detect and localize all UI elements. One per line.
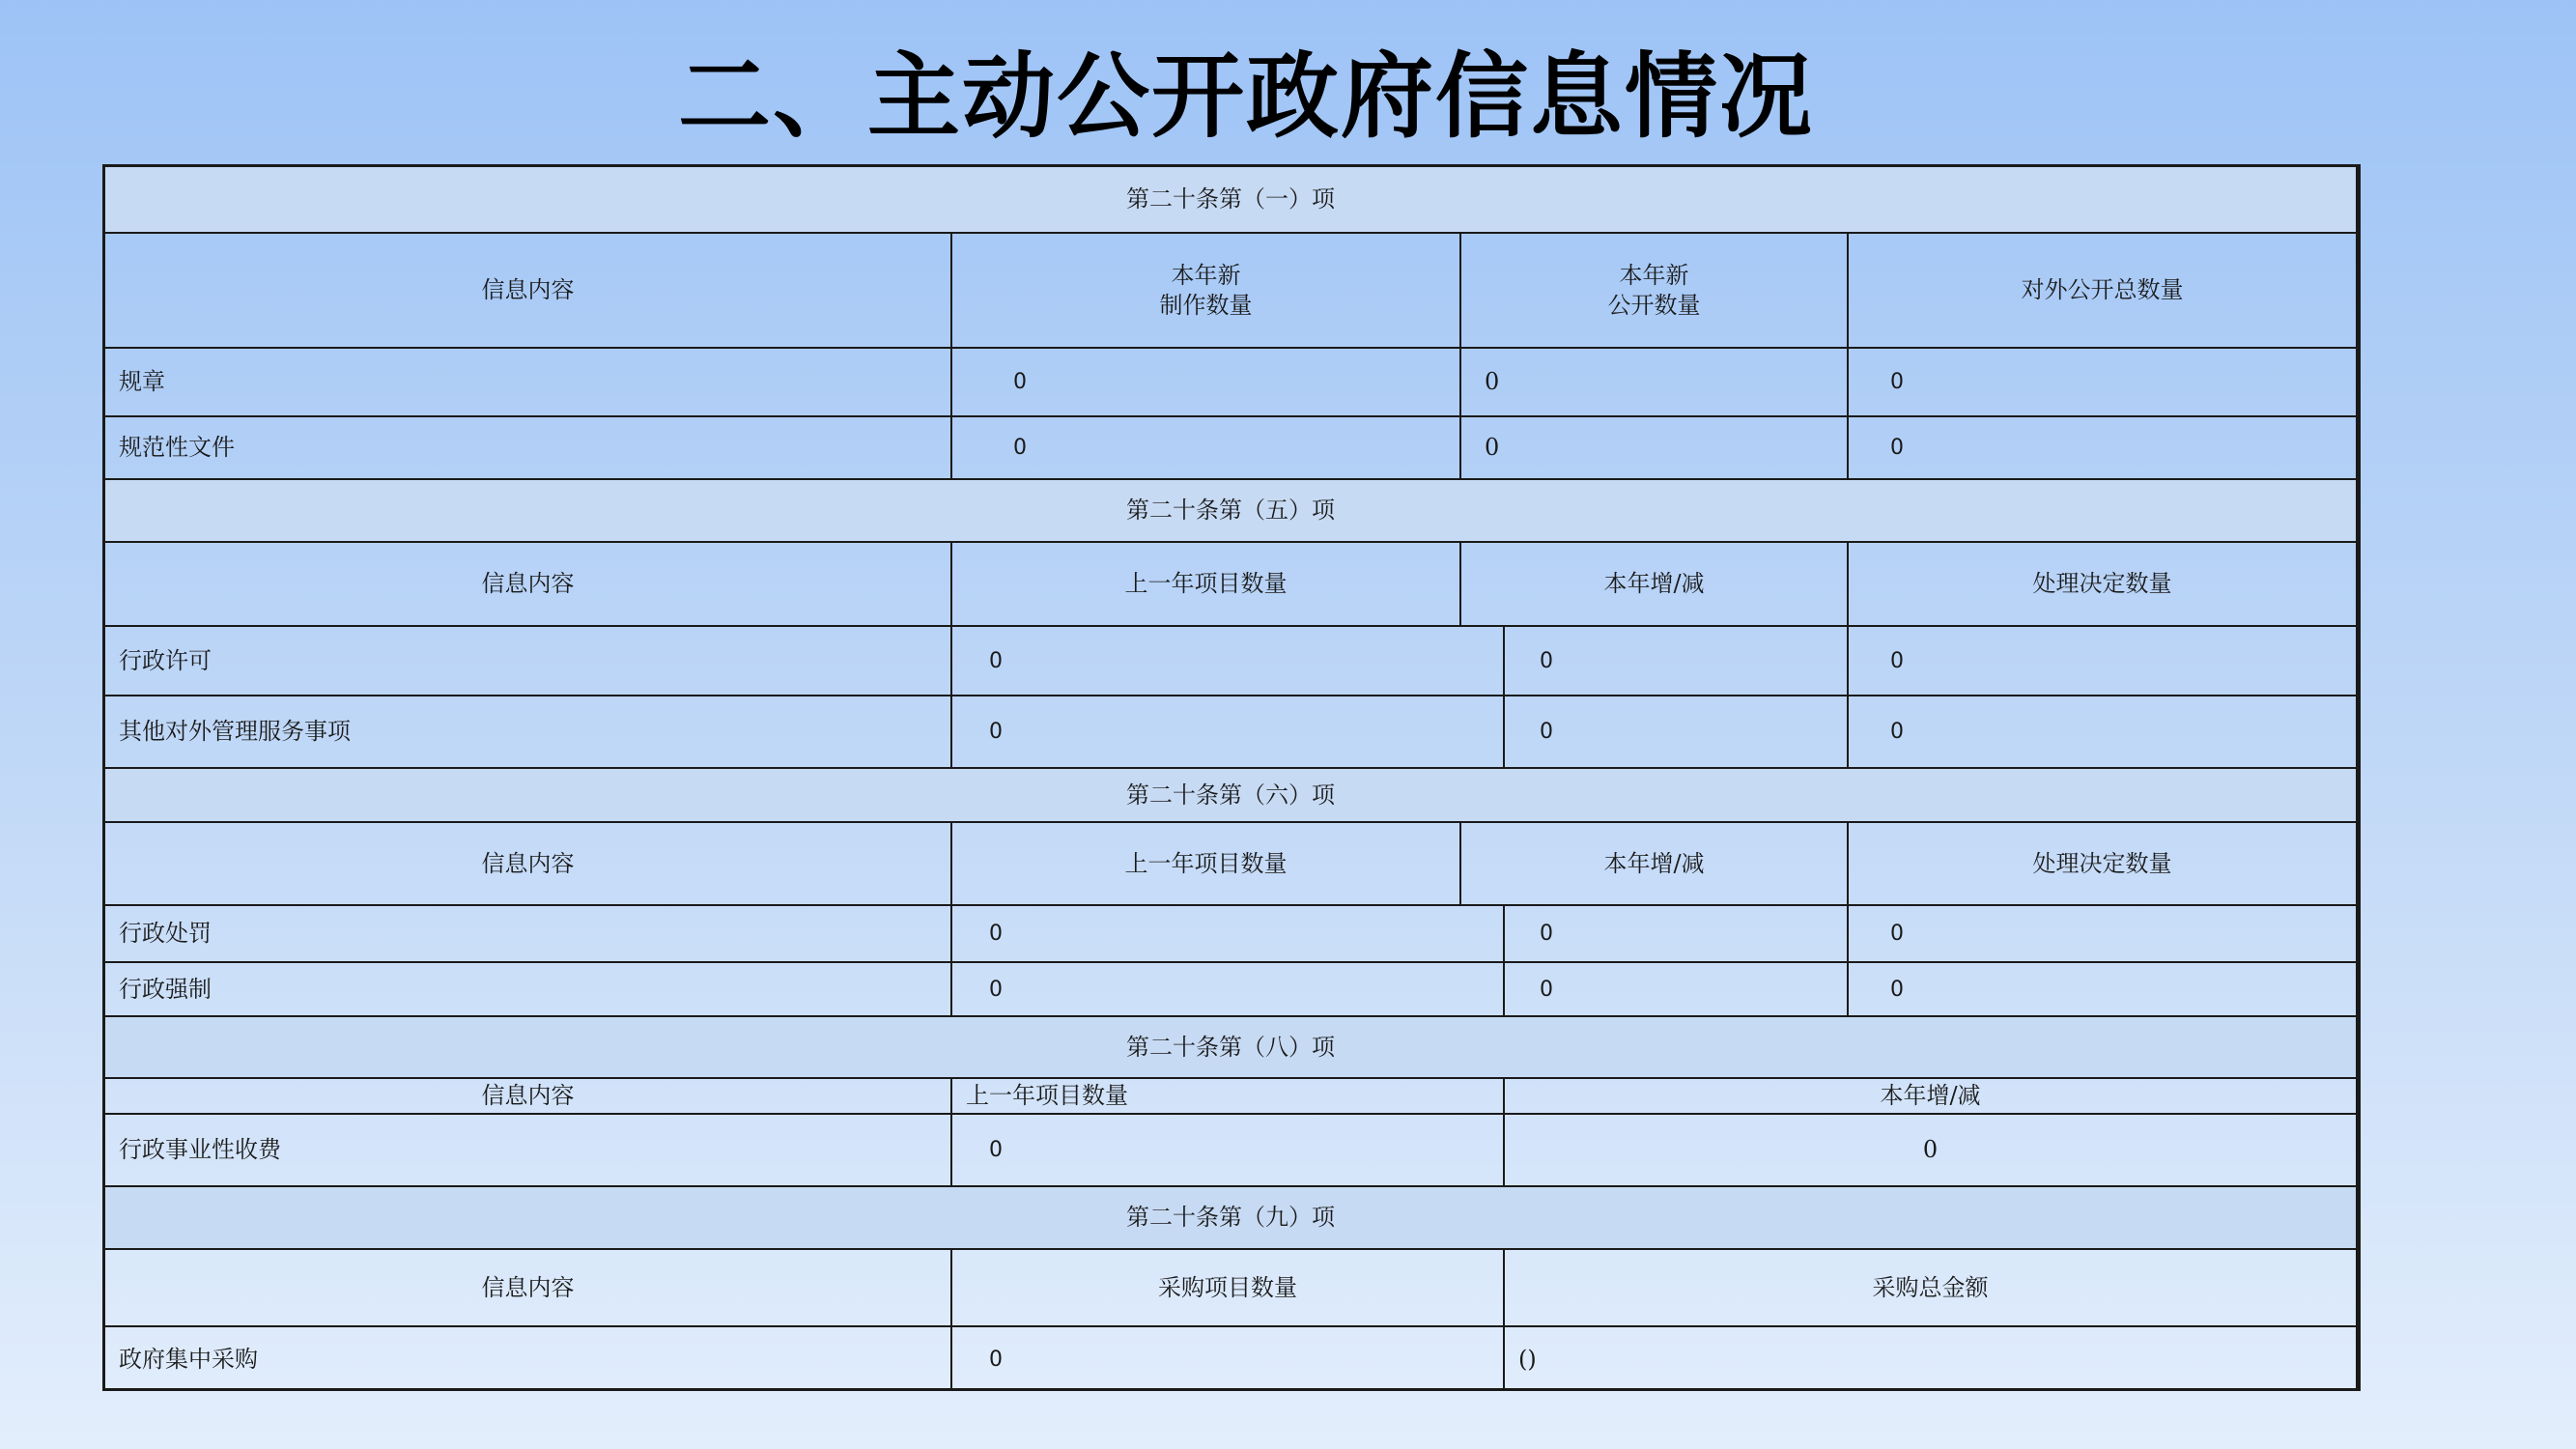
- header-total-published: 对外公开总数量: [1849, 234, 2358, 349]
- cell-value: 0: [1461, 417, 1849, 480]
- header-prev-year-count: 上一年项目数量: [952, 823, 1461, 906]
- cell-value: 0: [952, 1115, 1505, 1187]
- header-prev-year-count: 上一年项目数量: [952, 543, 1461, 627]
- cell-value: 0: [1849, 417, 2358, 480]
- cell-value: 0: [1505, 1115, 2358, 1187]
- disclosure-table: [102, 164, 2361, 1391]
- row-label: 规范性文件: [105, 417, 952, 480]
- section-title-6: 第二十条第（六）项: [105, 769, 2358, 823]
- cell-value: 0: [1461, 349, 1849, 417]
- cell-value: 0: [1849, 349, 2358, 417]
- header-info-content: 信息内容: [105, 823, 952, 906]
- header-new-published: 本年新 公开数量: [1461, 234, 1849, 349]
- header-info-content: 信息内容: [105, 543, 952, 627]
- cell-value: 0: [952, 963, 1505, 1017]
- header-decision-count: 处理决定数量: [1849, 823, 2358, 906]
- cell-value: 0: [1505, 627, 1849, 696]
- row-label: 规章: [105, 349, 952, 417]
- section-title-8: 第二十条第（八）项: [105, 1017, 2358, 1079]
- section-title-5: 第二十条第（五）项: [105, 480, 2358, 543]
- page-title: 二、主动公开政府信息情况: [678, 43, 1814, 151]
- section-title-1: 第二十条第（一）项: [105, 167, 2358, 234]
- cell-value: 0: [1849, 906, 2358, 963]
- header-info-content: 信息内容: [105, 1250, 952, 1327]
- cell-value: 0: [952, 349, 1461, 417]
- cell-value: 0: [952, 417, 1461, 480]
- row-label: 行政强制: [105, 963, 952, 1017]
- cell-value: 0: [952, 906, 1505, 963]
- header-info-content: 信息内容: [105, 234, 952, 349]
- cell-value: 0: [1849, 627, 2358, 696]
- cell-value: 0: [952, 1327, 1505, 1391]
- header-change: 本年增/减: [1461, 823, 1849, 906]
- cell-value: 0: [1849, 696, 2358, 769]
- cell-value: 0: [1505, 696, 1849, 769]
- header-info-content: 信息内容: [105, 1079, 952, 1115]
- cell-value: 0: [1505, 906, 1849, 963]
- header-change: 本年增/减: [1461, 543, 1849, 627]
- row-label: 其他对外管理服务事项: [105, 696, 952, 769]
- cell-value: 0: [1849, 963, 2358, 1017]
- header-change: 本年增/减: [1505, 1079, 2358, 1115]
- header-purchase-amount: 采购总金额: [1505, 1250, 2358, 1327]
- row-label: 政府集中采购: [105, 1327, 952, 1391]
- header-new-made: 本年新 制作数量: [952, 234, 1461, 349]
- row-label: 行政事业性收费: [105, 1115, 952, 1187]
- header-purchase-count: 采购项目数量: [952, 1250, 1505, 1327]
- header-prev-year-count: 上一年项目数量: [952, 1079, 1505, 1115]
- section-title-9: 第二十条第（九）项: [105, 1187, 2358, 1250]
- cell-value: 0: [952, 696, 1505, 769]
- row-label: 行政处罚: [105, 906, 952, 963]
- cell-value: 0: [1505, 963, 1849, 1017]
- header-decision-count: 处理决定数量: [1849, 543, 2358, 627]
- cell-value: 0: [952, 627, 1505, 696]
- row-label: 行政许可: [105, 627, 952, 696]
- cell-value: (): [1505, 1327, 2358, 1391]
